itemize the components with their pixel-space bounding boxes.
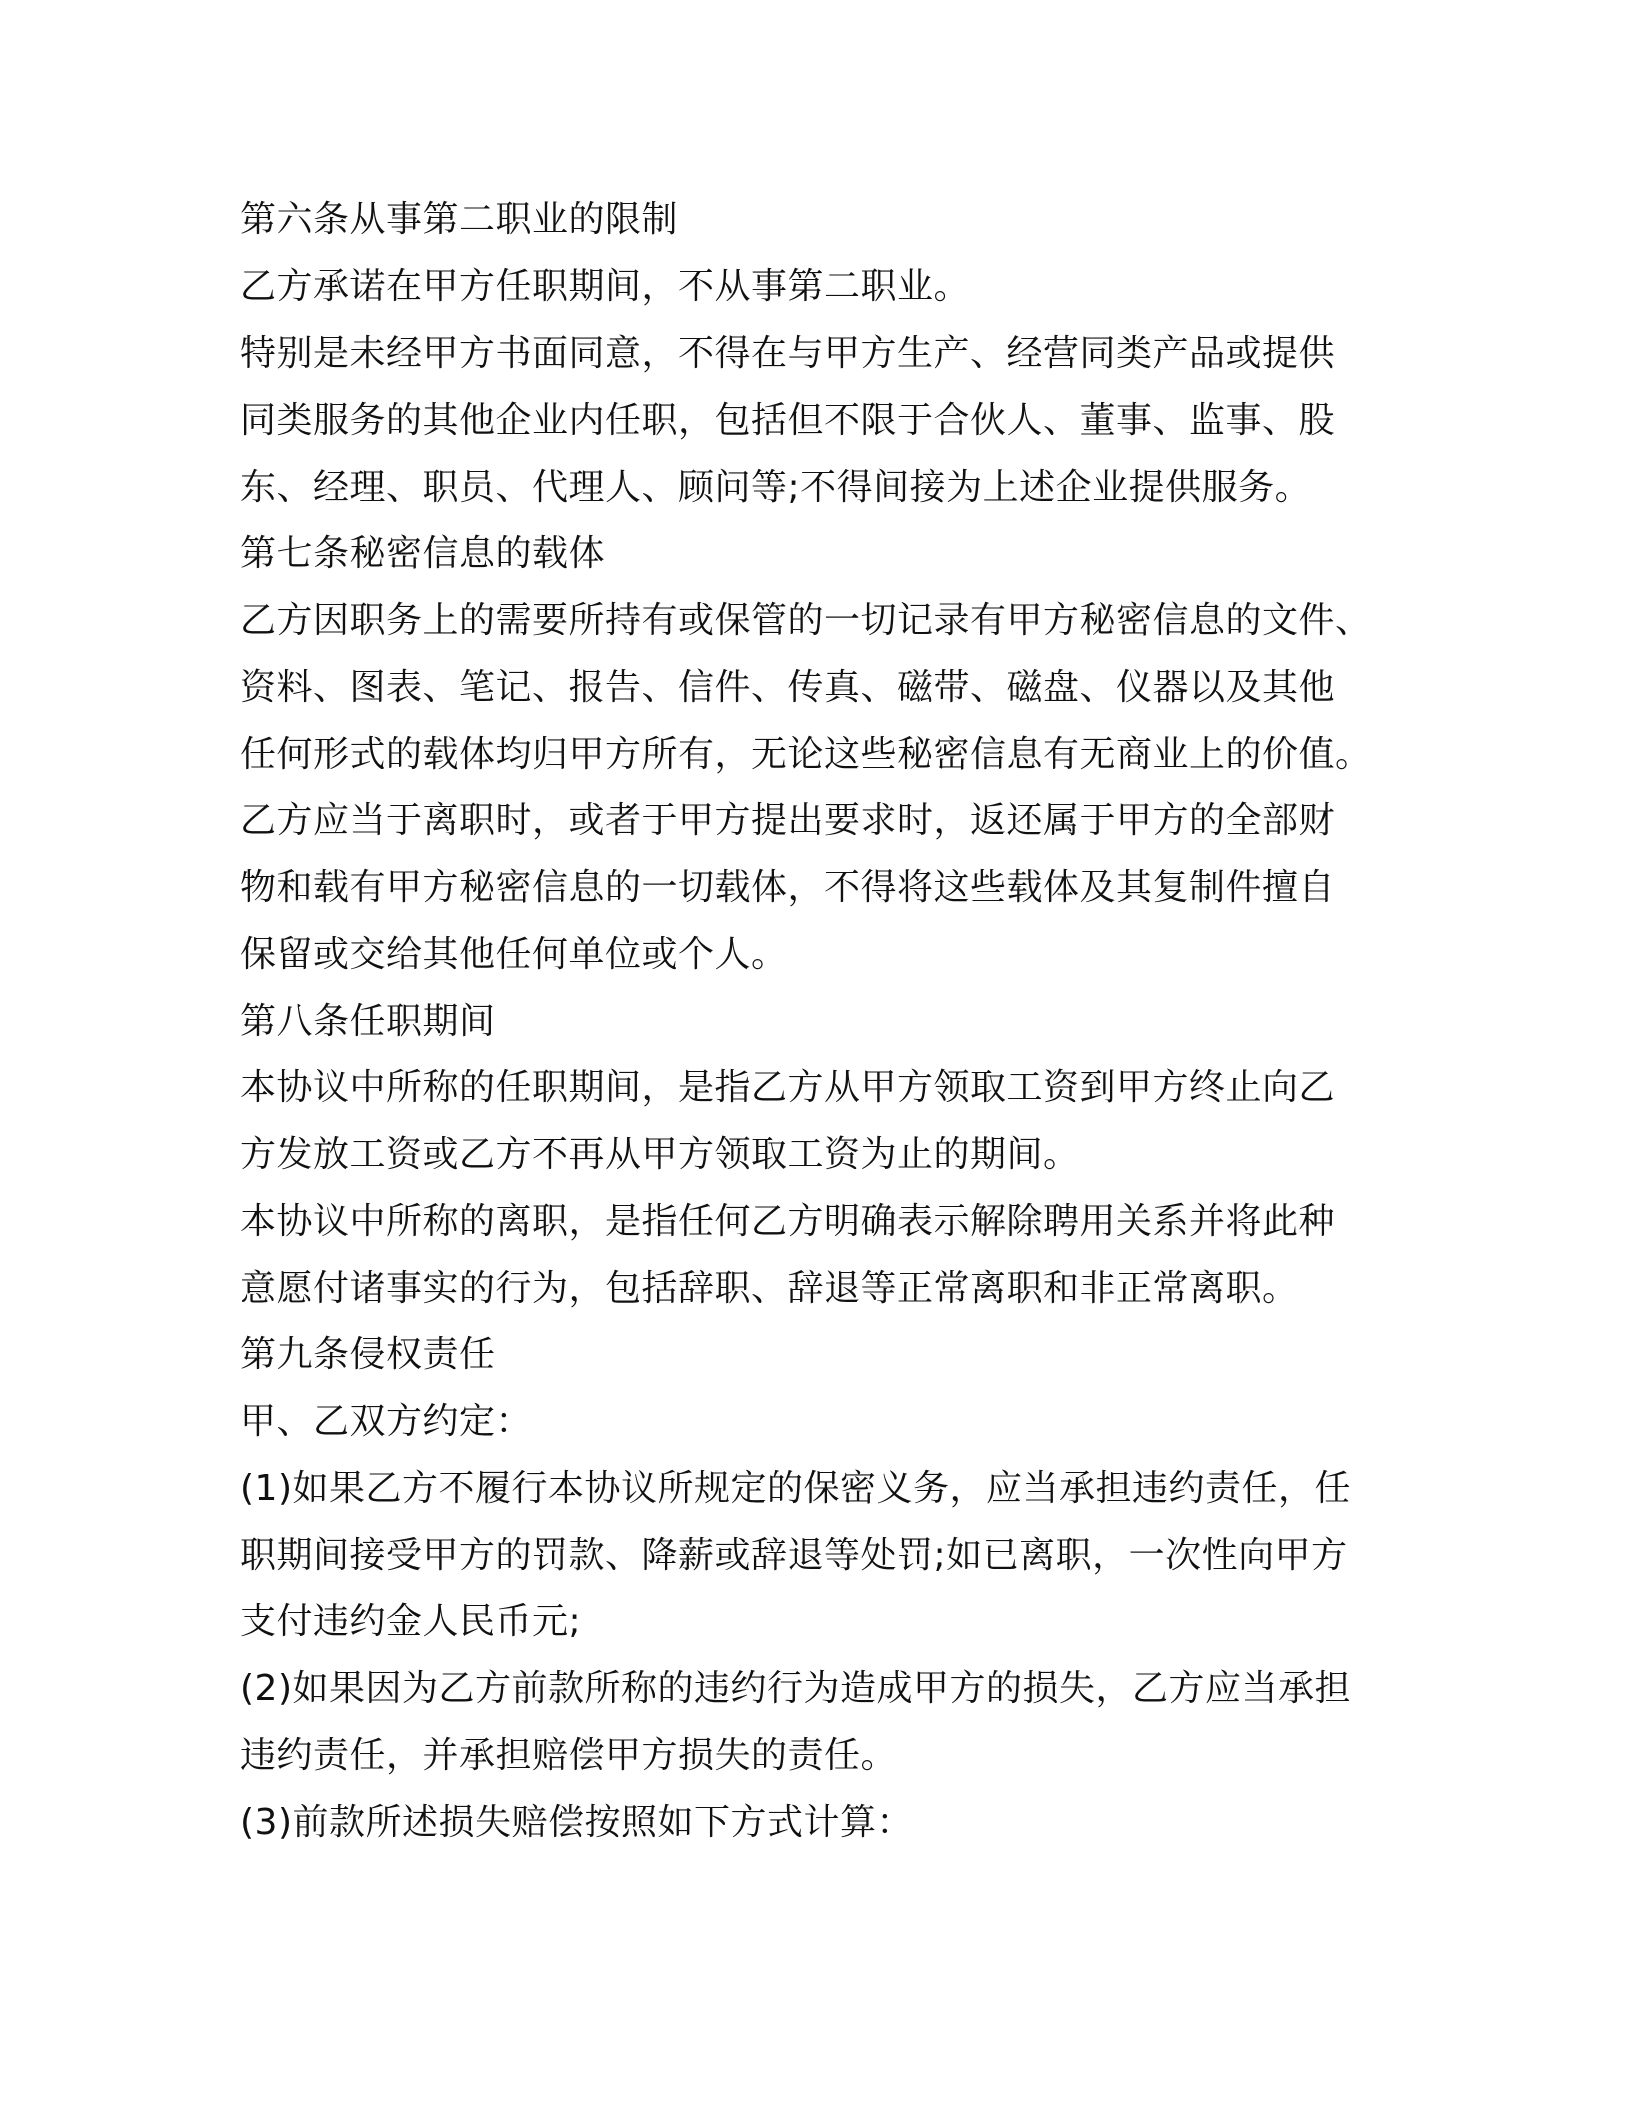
- paragraph-line: 乙方承诺在甲方任职期间，不从事第二职业。: [240, 266, 971, 307]
- paragraph-line: 意愿付诸事实的行为，包括辞职、辞退等正常离职和非正常离职。: [240, 1268, 1299, 1309]
- paragraph-line: 支付违约金人民币元;: [240, 1601, 582, 1642]
- paragraph-line: 任何形式的载体均归甲方所有，无论这些秘密信息有无商业上的价值。: [240, 734, 1372, 775]
- paragraph-line: 违约责任，并承担赔偿甲方损失的责任。: [240, 1735, 898, 1776]
- paragraph-line: 物和载有甲方秘密信息的一切载体，不得将这些载体及其复制件擅自: [240, 867, 1336, 908]
- paragraph-line: (2)如果因为乙方前款所称的违约行为造成甲方的损失，乙方应当承担: [240, 1668, 1351, 1709]
- paragraph-line: 资料、图表、笔记、报告、信件、传真、磁带、磁盘、仪器以及其他: [240, 667, 1336, 708]
- paragraph-line: 同类服务的其他企业内任职，包括但不限于合伙人、董事、监事、股: [240, 400, 1336, 441]
- paragraph-line: 东、经理、职员、代理人、顾问等;不得间接为上述企业提供服务。: [240, 467, 1312, 508]
- paragraph-line: 本协议中所称的离职，是指任何乙方明确表示解除聘用关系并将此种: [240, 1201, 1336, 1242]
- article-6-heading: 第六条从事第二职业的限制: [240, 199, 679, 240]
- paragraph-line: (3)前款所述损失赔偿按照如下方式计算：: [240, 1802, 913, 1843]
- paragraph-line: 特别是未经甲方书面同意，不得在与甲方生产、经营同类产品或提供: [240, 333, 1336, 374]
- paragraph-line: 乙方应当于离职时，或者于甲方提出要求时，返还属于甲方的全部财: [240, 800, 1336, 841]
- paragraph-line: 保留或交给其他任何单位或个人。: [240, 934, 788, 975]
- paragraph-line: 职期间接受甲方的罚款、降薪或辞退等处罚;如已离职，一次性向甲方: [240, 1535, 1348, 1576]
- article-9-heading: 第九条侵权责任: [240, 1334, 496, 1375]
- paragraph-line: 本协议中所称的任职期间，是指乙方从甲方领取工资到甲方终止向乙: [240, 1067, 1336, 1108]
- article-8-heading: 第八条任职期间: [240, 1001, 496, 1042]
- paragraph-line: 乙方因职务上的需要所持有或保管的一切记录有甲方秘密信息的文件、: [240, 600, 1372, 641]
- paragraph-line: 方发放工资或乙方不再从甲方领取工资为止的期间。: [240, 1134, 1080, 1175]
- paragraph-line: (1)如果乙方不履行本协议所规定的保密义务，应当承担违约责任，任: [240, 1468, 1351, 1509]
- article-7-heading: 第七条秘密信息的载体: [240, 533, 606, 574]
- paragraph-line: 甲、乙双方约定：: [240, 1401, 533, 1442]
